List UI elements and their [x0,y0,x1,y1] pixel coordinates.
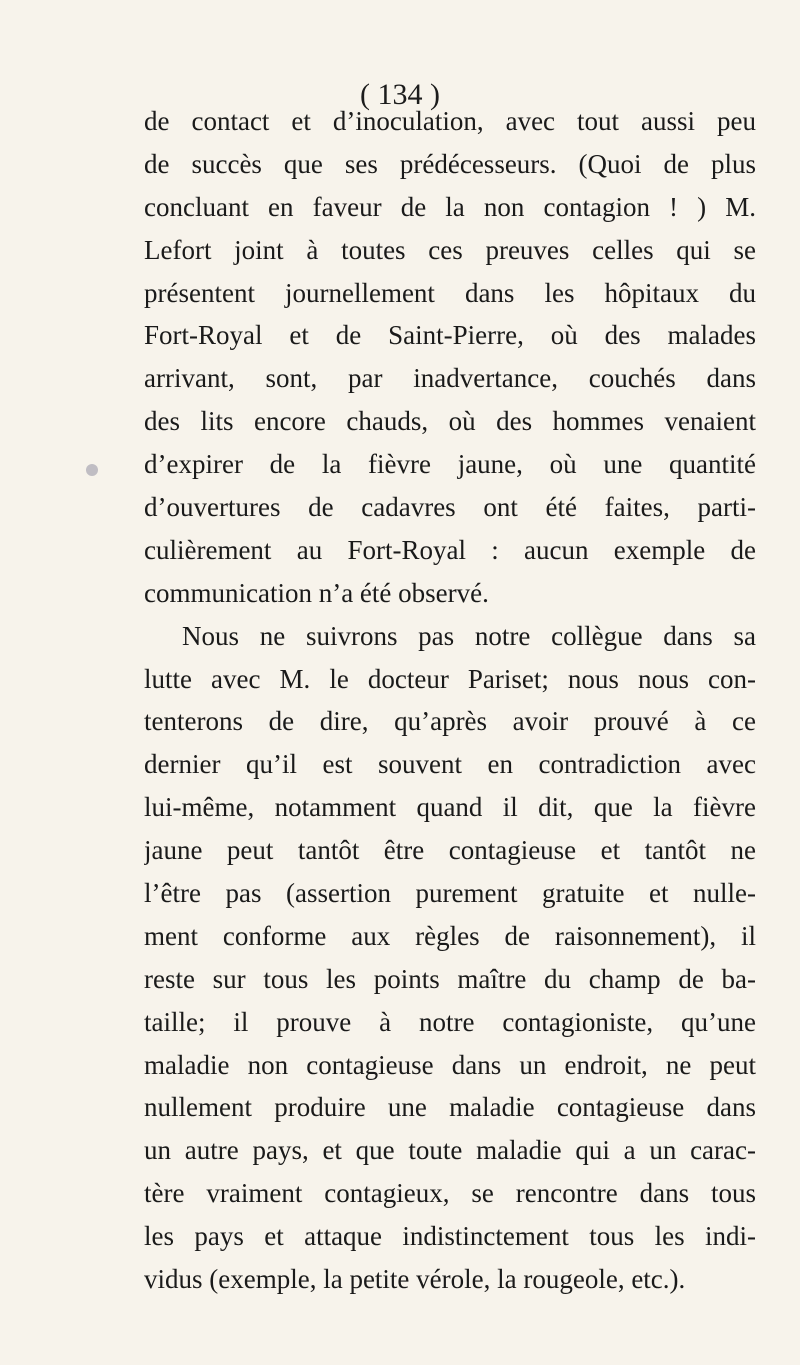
text-line: vidus (exemple, la petite vérole, la rougeole, etc.). [144,1264,686,1295]
text-line: des lits encore chauds, où des hommes venaient [144,406,756,437]
text-line: nullement produire une maladie contagieuse dans [144,1092,756,1123]
body-text [144,100,756,1301]
text-line: taille; il prouve à notre contagioniste, qu’une [144,1006,756,1037]
text-line: tenterons de dire, qu’après avoir prouvé à ce [144,706,756,737]
text-line: communication n’a été observé. [144,577,489,608]
text-line: jaune peut tantôt être contagieuse et tantôt ne [144,835,756,866]
text-line: les pays et attaque indistinctement tous les indi- [144,1221,756,1252]
text-line: maladie non contagieuse dans un endroit, ne peut [144,1049,756,1080]
text-line: l’être pas (assertion purement gratuite et nulle- [144,878,756,909]
text-line: arrivant, sont, par inadvertance, couchés dans [144,363,756,394]
text-line: lui-même, notamment quand il dit, que la fièvre [144,792,756,823]
text-line: présentent journellement dans les hôpitaux du [144,277,756,308]
text-line: Nous ne suivrons pas notre collègue dans sa [182,620,756,651]
text-line: de contact et d’inoculation, avec tout aussi peu [144,106,756,136]
text-line: dernier qu’il est souvent en contradiction avec [144,749,756,780]
text-line: de succès que ses prédécesseurs. (Quoi de plus [144,148,756,179]
text-line: culièrement au Fort-Royal : aucun exemple de [144,534,756,565]
ink-smudge [86,464,98,476]
text-line: concluant en faveur de la non contagion ! ) M. [144,191,756,222]
text-line: ment conforme aux règles de raisonnement), il [144,920,756,951]
text-line: d’ouvertures de cadavres ont été faites, parti- [144,492,756,523]
text-line: lutte avec M. le docteur Pariset; nous nous con- [144,663,756,694]
text-line: un autre pays, et que toute maladie qui a un carac- [144,1135,756,1166]
text-line: reste sur tous les points maître du champ de ba- [144,963,756,994]
text-line: tère vraiment contagieux, se rencontre dans tous [144,1178,756,1209]
page-number: ( 134 ) [360,78,440,111]
text-line: d’expirer de la fièvre jaune, où une quantité [144,449,756,480]
text-line: Lefort joint à toutes ces preuves celles qui se [144,234,756,265]
text-line: Fort-Royal et de Saint-Pierre, où des malades [144,320,756,351]
